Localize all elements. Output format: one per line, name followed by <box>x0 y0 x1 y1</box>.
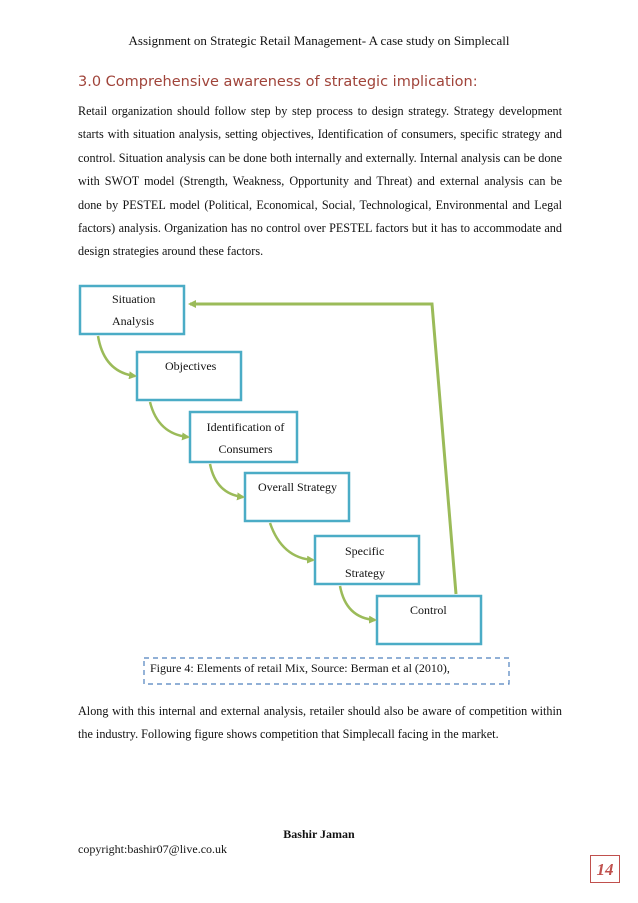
connector-arrow <box>98 336 135 376</box>
paragraph-intro: Retail organization should follow step by step process to design strategy. Strategy development starts with situation analysis, setting objectives, Identification of consumers, specific strategy and control. Situation analysis can be done both internally and externally. Internal analysis can be done with SWOT model (Strength, Weakness, Opportunity and Threat) and external analysis can be done by PESTEL model (Political, Economical, Social, Technological, Environmental and Legal factors) analysis. Organization has no control over PESTEL factors but it has to accommodate and design strategies around these factors. <box>78 104 562 259</box>
connector-arrow <box>270 523 313 560</box>
step-label-control: Control <box>410 603 447 617</box>
step-label-line: Identification of <box>206 420 285 434</box>
connector-arrow <box>210 464 243 497</box>
connector-arrow <box>340 586 375 620</box>
step-label-line: Specific <box>345 544 385 558</box>
step-label-situation-analysis <box>112 288 155 332</box>
connector-arrow <box>150 402 188 437</box>
page-number: 14 <box>590 855 620 883</box>
step-label-line: Analysis <box>112 314 154 328</box>
footer-author: Bashir Jaman <box>283 827 355 841</box>
step-label-objectives: Objectives <box>165 359 217 373</box>
step-label-line: Consumers <box>218 442 273 456</box>
step-label-line: Situation <box>112 292 156 306</box>
step-label-overall-strategy: Overall Strategy <box>258 480 337 494</box>
step-label-identification <box>203 416 288 460</box>
footer-copyright: copyright:bashir07@live.co.uk <box>78 842 228 856</box>
paragraph-competition: Along with this internal and external analysis, retailer should also be aware of competition within the industry. Following figure shows competition that Simplecall facing in the market. <box>78 704 562 742</box>
step-label-line: Strategy <box>345 566 385 580</box>
step-label-specific-strategy <box>345 540 385 584</box>
page-header: Assignment on Strategic Retail Management- A case study on Simplecall <box>128 33 510 48</box>
section-heading: 3.0 Comprehensive awareness of strategic implication: <box>78 74 478 90</box>
figure-caption: Figure 4: Elements of retail Mix, Source: Berman et al (2010), <box>150 661 450 675</box>
